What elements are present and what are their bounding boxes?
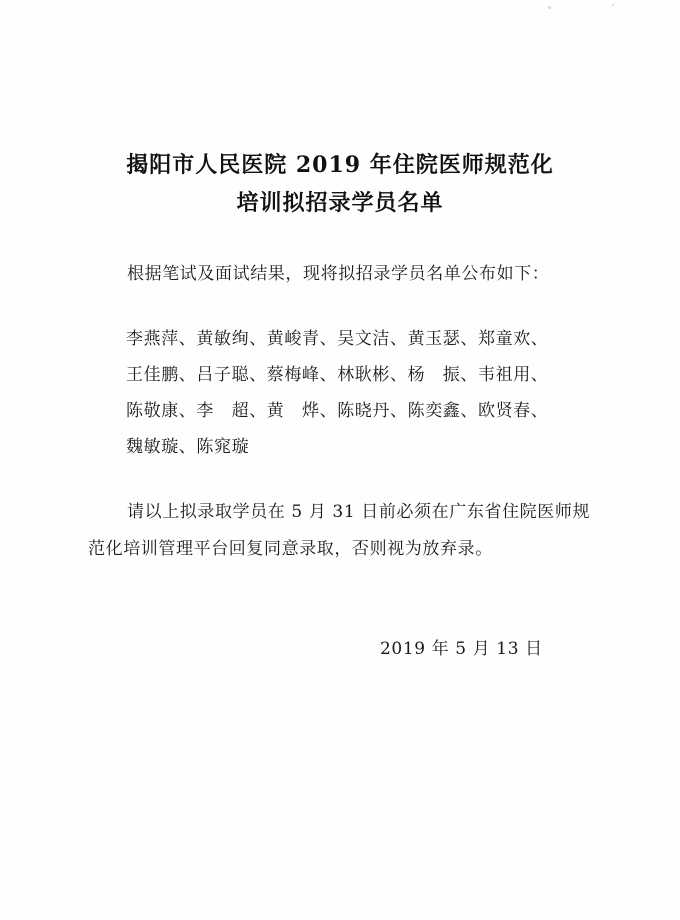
name-list-row: 王佳鹏、吕子聪、蔡梅峰、林耿彬、杨 振、韦祖用、 <box>126 365 549 385</box>
issue-date: 2019 年 5 月 13 日 <box>380 639 543 659</box>
name-list-row: 魏敏璇、陈窕璇 <box>126 437 250 457</box>
notice-paragraph-line-1: 请以上拟录取学员在 5 月 31 日前必须在广东省住院医师规 <box>127 502 591 522</box>
document-title-line-2: 培训拟招录学员名单 <box>236 190 444 216</box>
intro-paragraph: 根据笔试及面试结果，现将拟招录学员名单公布如下： <box>127 264 550 284</box>
notice-paragraph-line-2: 范化培训管理平台回复同意录取，否则视为放弃录。 <box>88 539 493 559</box>
name-list-row: 李燕萍、黄敏绚、黄峻青、吴文洁、黄玉瑟、郑童欢、 <box>126 329 549 349</box>
scan-speck <box>612 4 614 6</box>
document-title-line-1: 揭阳市人民医院 2019 年住院医师规范化 <box>126 152 554 178</box>
name-list-row: 陈敬康、李 超、黄 烨、陈晓丹、陈奕鑫、欧贤春、 <box>126 401 549 421</box>
scan-speck <box>548 6 551 9</box>
